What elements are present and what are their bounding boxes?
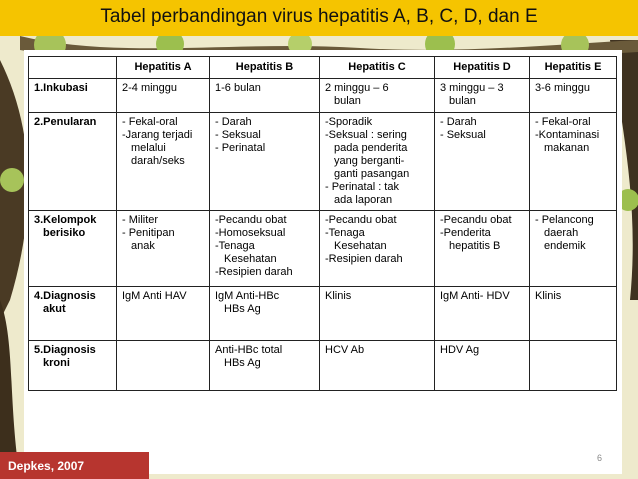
table-row <box>29 211 617 287</box>
row-label-line: 3.Kelompok <box>34 214 97 226</box>
table-cell <box>320 113 435 211</box>
cell-line: HBs Ag <box>224 357 261 369</box>
cell-line: -Sporadik <box>325 116 373 128</box>
row-label <box>29 113 117 211</box>
hepatitis-comparison-table <box>28 56 617 391</box>
cell-line: Kesehatan <box>334 240 387 252</box>
cell-line: -Penderita <box>440 227 491 239</box>
table-cell <box>530 341 617 391</box>
cell-line: -Kontaminasi <box>535 129 600 141</box>
table-cell <box>117 113 210 211</box>
cell-line: - Fekal-oral <box>122 116 178 128</box>
cell-line: -Resipien darah <box>325 253 403 265</box>
cell-line: - Darah <box>215 116 252 128</box>
cell-line: ada laporan <box>334 194 393 206</box>
cell-line: - Seksual <box>215 129 261 141</box>
cell-line: yang berganti- <box>334 155 405 167</box>
table-cell <box>530 113 617 211</box>
cell-line: -Jarang terjadi <box>122 129 193 141</box>
row-label-line: 4.Diagnosis <box>34 290 96 302</box>
row-label-line: kroni <box>43 357 70 369</box>
table-row <box>29 79 617 113</box>
table-cell <box>320 211 435 287</box>
cell-line: pada penderita <box>334 142 408 154</box>
source-text: Depkes, 2007 <box>8 459 85 473</box>
table-row <box>29 287 617 341</box>
header-cell: Hepatitis B <box>210 57 320 79</box>
cell-line: - Fekal-oral <box>535 116 591 128</box>
cell-line: makanan <box>544 142 590 154</box>
row-label <box>29 79 117 113</box>
table-cell <box>117 341 210 391</box>
cell-line: -Pecandu obat <box>325 214 397 226</box>
cell-line: Klinis <box>325 290 352 302</box>
cell-line: HDV Ag <box>440 344 480 356</box>
table-row <box>29 341 617 391</box>
header-cell <box>29 57 117 79</box>
table-cell <box>530 79 617 113</box>
cell-line: hepatitis B <box>449 240 501 252</box>
table-cell <box>117 287 210 341</box>
cell-line: ganti pasangan <box>334 168 410 180</box>
table-cell <box>435 79 530 113</box>
cell-line: endemik <box>544 240 586 252</box>
cell-line: - Perinatal <box>215 142 266 154</box>
title-bar <box>0 0 638 36</box>
cell-line: bulan <box>449 95 476 107</box>
table-cell <box>435 211 530 287</box>
table-cell <box>320 341 435 391</box>
table-cell <box>210 341 320 391</box>
table-cell <box>210 211 320 287</box>
cell-line: HCV Ab <box>325 344 365 356</box>
row-label <box>29 287 117 341</box>
header-cell: Hepatitis C <box>320 57 435 79</box>
cell-line: 1-6 bulan <box>215 82 261 94</box>
cell-line: anak <box>131 240 155 252</box>
table-cell <box>210 287 320 341</box>
cell-line: -Homoseksual <box>215 227 286 239</box>
row-label-line: 5.Diagnosis <box>34 344 96 356</box>
row-label-line: 2.Penularan <box>34 116 97 128</box>
table-cell <box>435 341 530 391</box>
cell-line: Anti-HBc total <box>215 344 283 356</box>
cell-line: -Seksual : sering <box>325 129 407 141</box>
table-cell <box>117 79 210 113</box>
cell-line: melalui <box>131 142 166 154</box>
cell-line: -Resipien darah <box>215 266 293 278</box>
cell-line: Kesehatan <box>224 253 277 265</box>
cell-line: - Pelancong <box>535 214 594 226</box>
cell-line: bulan <box>334 95 361 107</box>
cell-line: -Pecandu obat <box>440 214 512 226</box>
cell-line: 3-6 minggu <box>535 82 591 94</box>
cell-line: - Militer <box>122 214 159 226</box>
table-cell <box>320 79 435 113</box>
cell-line: - Penitipan <box>122 227 175 239</box>
cell-line: - Seksual <box>440 129 486 141</box>
table-cell <box>210 113 320 211</box>
table-cell <box>320 287 435 341</box>
row-label-line: berisiko <box>43 227 86 239</box>
cell-line: -Tenaga <box>325 227 365 239</box>
source-label <box>0 452 149 479</box>
cell-line: - Darah <box>440 116 477 128</box>
cell-line: IgM Anti-HBc <box>215 290 280 302</box>
cell-line: darah/seks <box>131 155 185 167</box>
row-label <box>29 341 117 391</box>
table-header-row <box>29 57 617 79</box>
content-panel <box>24 50 622 474</box>
cell-line: 3 minggu – 3 <box>440 82 504 94</box>
cell-line: Klinis <box>535 290 562 302</box>
cell-line: daerah <box>544 227 579 239</box>
cell-line: HBs Ag <box>224 303 261 315</box>
table-cell <box>210 79 320 113</box>
table-cell <box>530 287 617 341</box>
cell-line: 2-4 minggu <box>122 82 178 94</box>
table-cell <box>117 211 210 287</box>
header-cell: Hepatitis E <box>530 57 617 79</box>
cell-line: IgM Anti- HDV <box>440 290 510 302</box>
cell-line: -Tenaga <box>215 240 255 252</box>
table-row <box>29 113 617 211</box>
page-number: 6 <box>596 453 602 463</box>
row-label-line: 1.Inkubasi <box>34 82 88 94</box>
slide-title: Tabel perbandingan virus hepatitis A, B, C, D, dan E <box>100 6 538 27</box>
cell-line: 2 minggu – 6 <box>325 82 389 94</box>
cell-line: -Pecandu obat <box>215 214 287 226</box>
table-cell <box>530 211 617 287</box>
table-cell <box>435 113 530 211</box>
row-label-line: akut <box>43 303 66 315</box>
header-cell: Hepatitis A <box>117 57 210 79</box>
cell-line: - Perinatal : tak <box>325 181 399 193</box>
header-cell: Hepatitis D <box>435 57 530 79</box>
cell-line: IgM Anti HAV <box>122 290 187 302</box>
row-label <box>29 211 117 287</box>
table-cell <box>435 287 530 341</box>
